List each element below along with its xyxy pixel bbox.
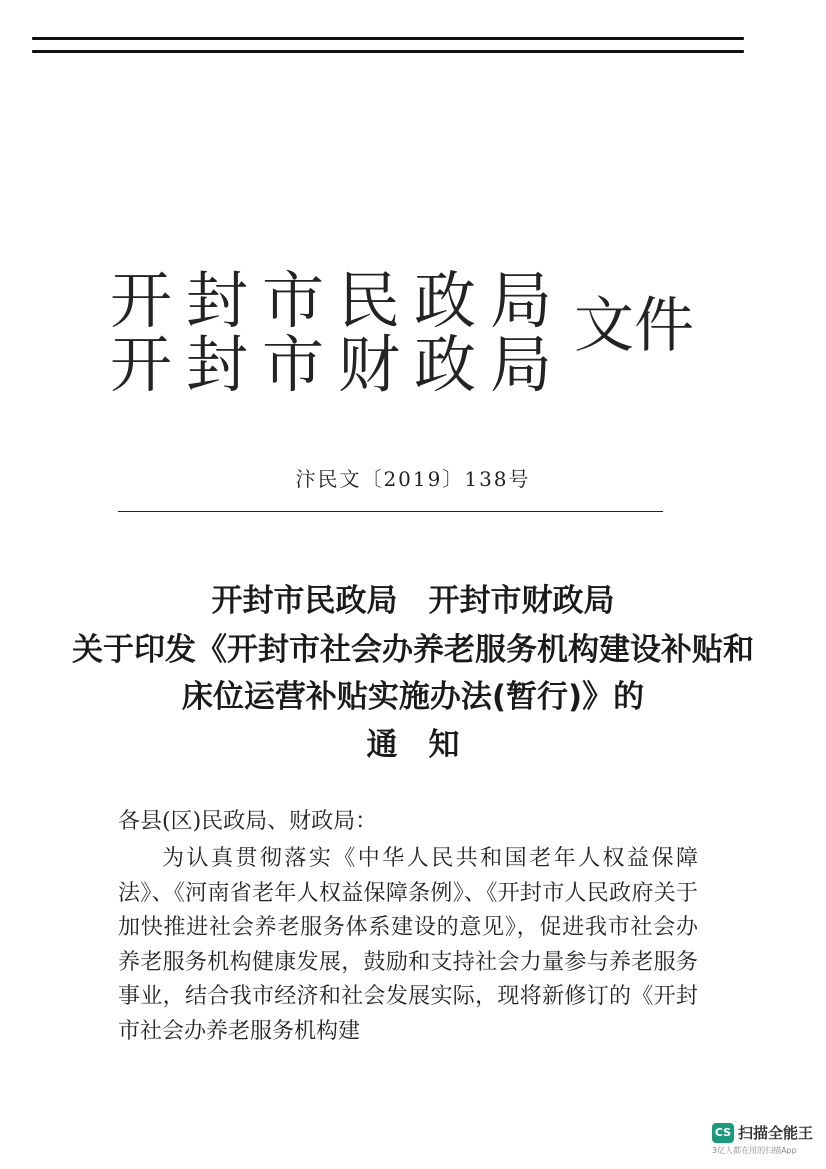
- scanner-watermark: [712, 1120, 818, 1160]
- document-suffix: 文件: [574, 291, 694, 361]
- addressee: 各县(区)民政局、财政局：: [118, 809, 378, 834]
- header-rule-top: [32, 37, 744, 40]
- title-line-2: 关于印发《开封市社会办养老服务机构建设补贴和: [72, 632, 754, 668]
- camscanner-logo-icon: CS: [712, 1123, 734, 1143]
- separator-rule: [118, 511, 663, 512]
- document-number: 汴民文〔2019〕138号: [295, 467, 531, 491]
- watermark-app-name: 扫描全能王: [738, 1124, 814, 1142]
- header-rule-second: [32, 50, 744, 53]
- issuer-line-2: 开封市财政局: [110, 328, 567, 401]
- watermark-tagline: 3亿人都在用的扫描App: [712, 1146, 797, 1155]
- body-paragraph: 为认真贯彻落实《中华人民共和国老年人权益保障法》、《河南省老年人权益保障条例》、《开封市人民政府关于加快推进社会养老服务体系建设的意见》，促进我市社会办养老服务机构健康发展，鼓励和支持社会力量参与养老服务事业，结合我市经济和社会发展实际，现将新修订的《开封市社会办养老服务机构建: [118, 846, 698, 1044]
- title-line-4: 通 知: [366, 727, 460, 763]
- issuer-line-1: 开封市民政局: [110, 264, 567, 337]
- title-line-3: 床位运营补贴实施办法(暂行)》的: [181, 679, 645, 715]
- title-line-1: 开封市民政局 开封市财政局: [211, 583, 615, 619]
